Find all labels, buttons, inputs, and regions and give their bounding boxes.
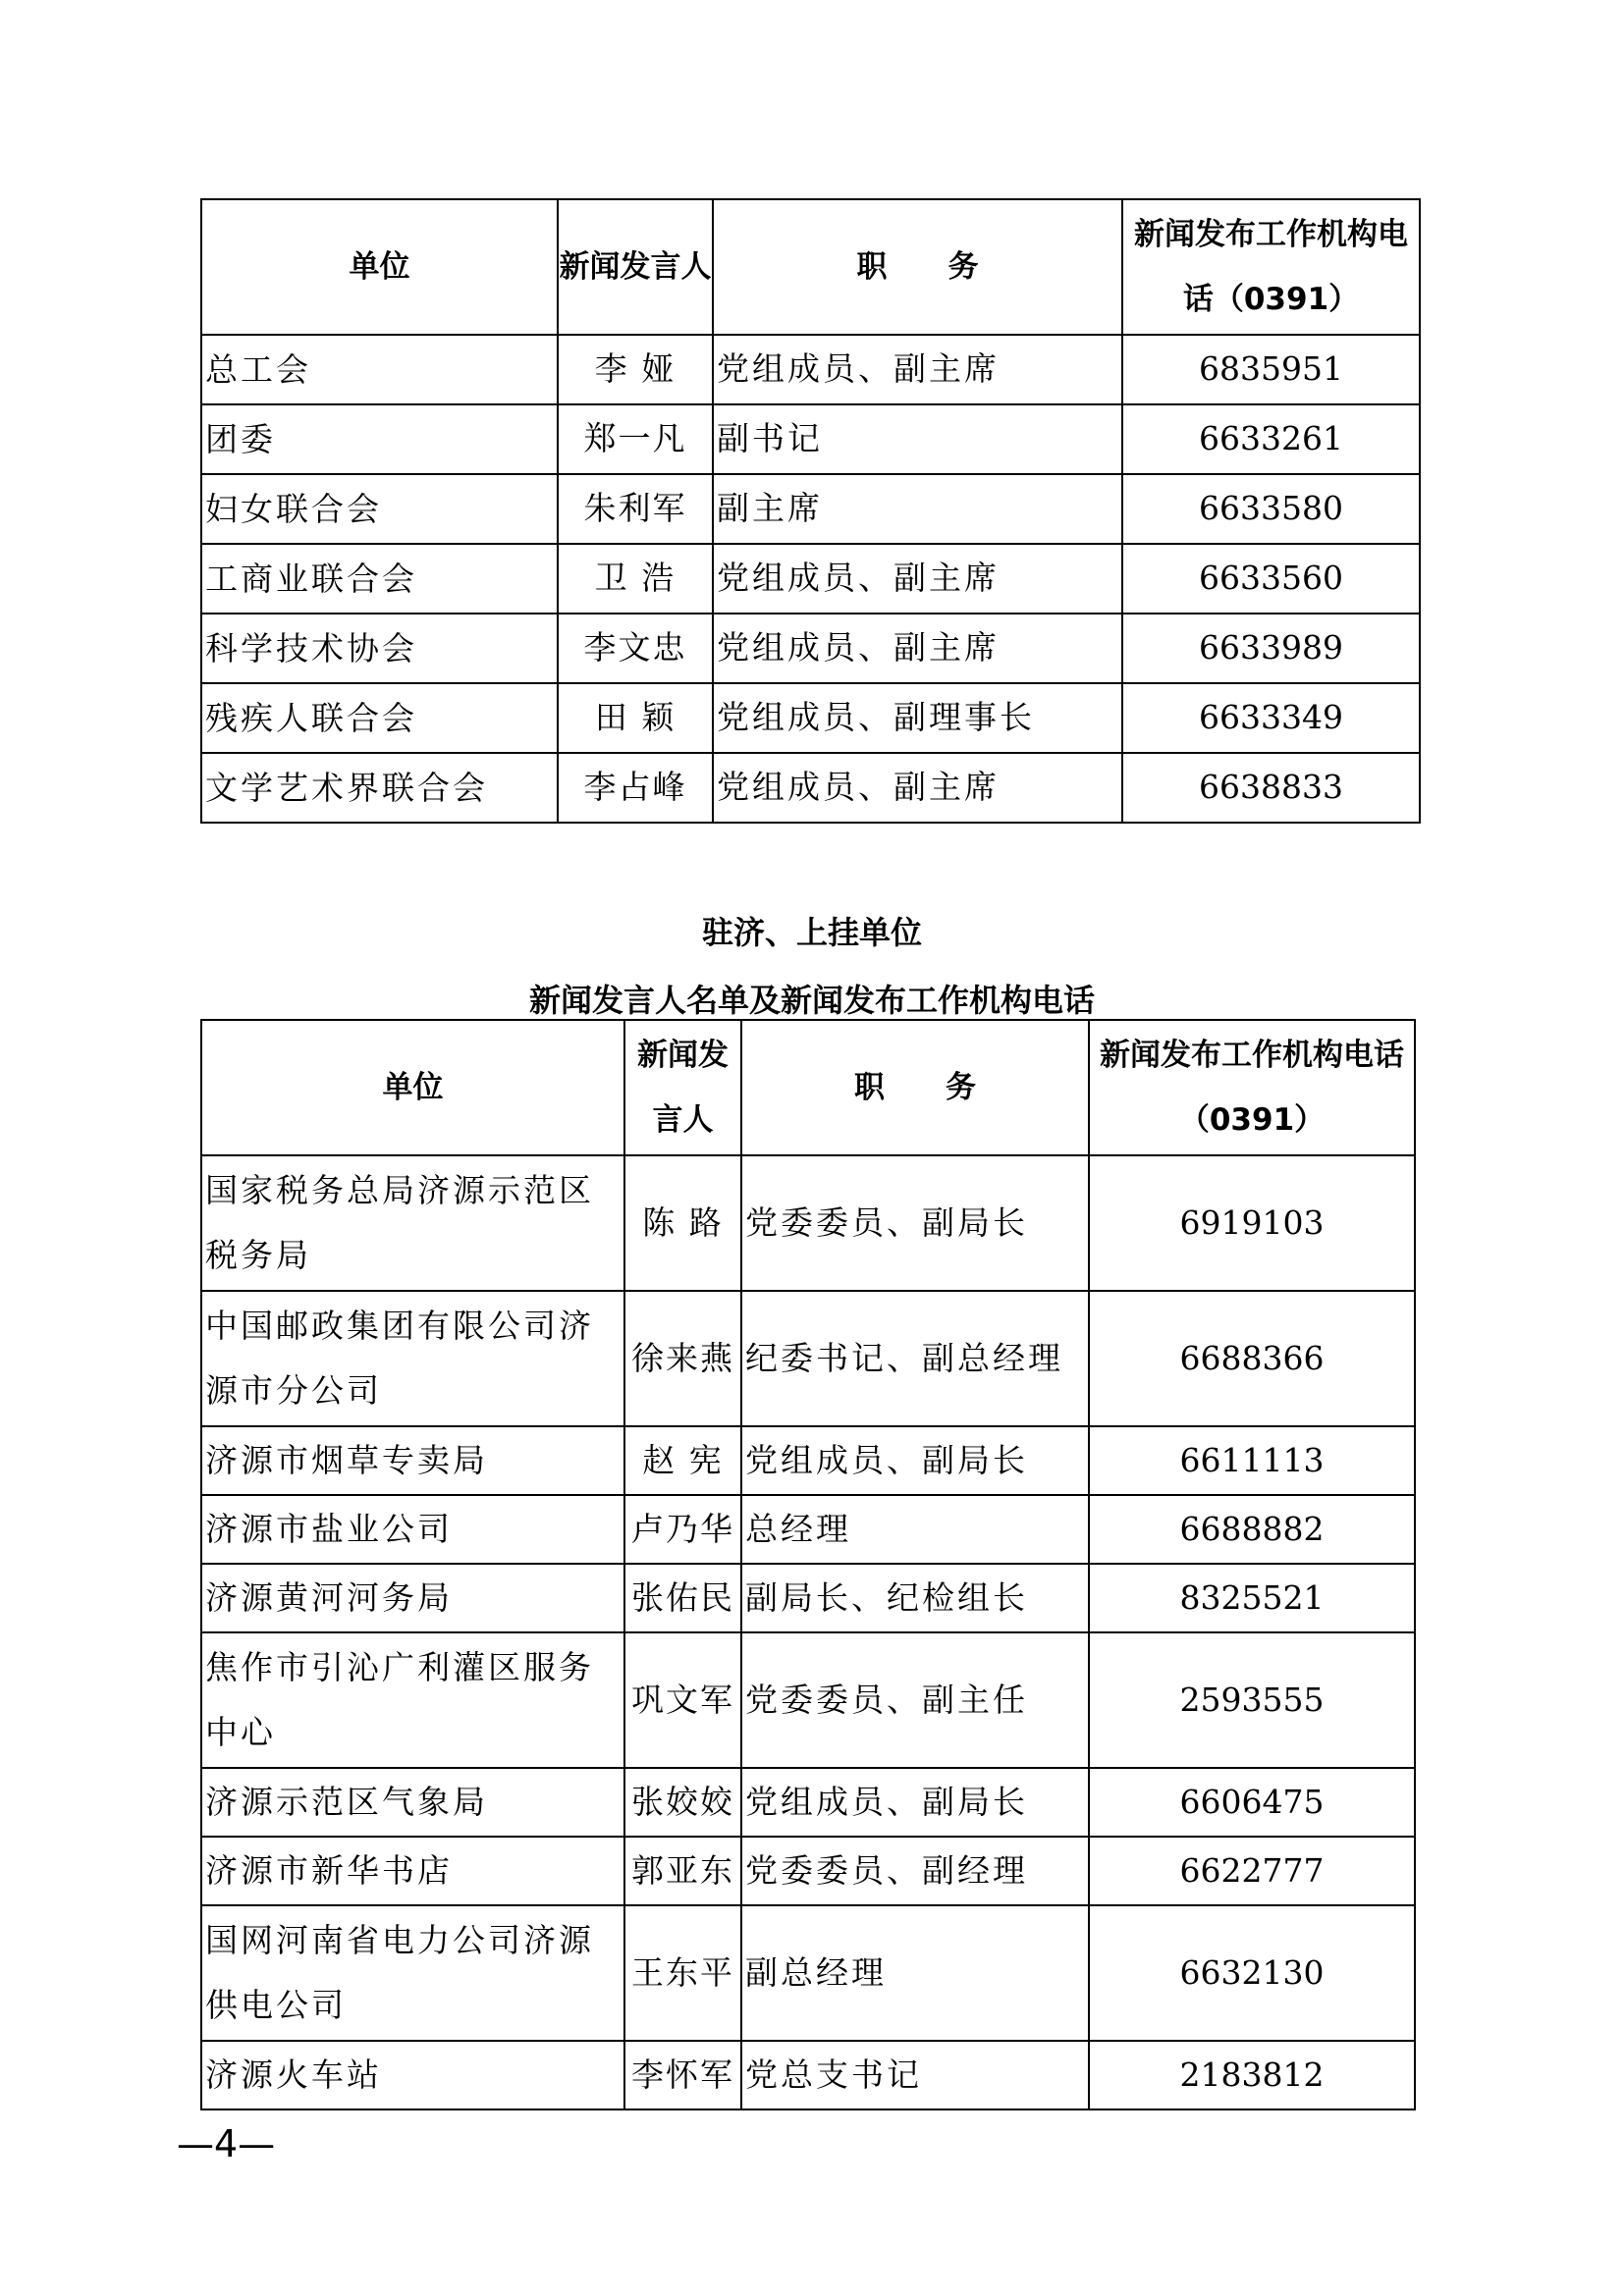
header-position: 职 务	[741, 1020, 1089, 1155]
phone-cell: 6688366	[1089, 1291, 1415, 1426]
unit-cell: 国家税务总局济源示范区税务局	[201, 1155, 624, 1291]
table-row	[201, 474, 1420, 544]
spokesperson-cell: 李 娅	[558, 335, 713, 404]
header-phone: 新闻发布工作机构电话（0391）	[1089, 1020, 1415, 1155]
position-cell: 党委委员、副局长	[741, 1155, 1089, 1291]
spokesperson-cell: 李占峰	[558, 753, 713, 823]
table-header-row	[201, 199, 1420, 335]
table-row	[201, 1905, 1415, 2041]
table-stationed-units	[200, 1019, 1416, 2110]
table-row	[201, 1426, 1415, 1495]
phone-cell: 6688882	[1089, 1495, 1415, 1564]
unit-cell: 总工会	[201, 335, 558, 404]
header-spokesperson: 新闻发言人	[558, 199, 713, 335]
table-row	[201, 335, 1420, 404]
table-row	[201, 1837, 1415, 1905]
phone-cell: 6632130	[1089, 1905, 1415, 2041]
position-cell: 副局长、纪检组长	[741, 1564, 1089, 1632]
spokesperson-cell: 王东平	[624, 1905, 741, 2041]
position-cell: 党组成员、副主席	[713, 335, 1122, 404]
unit-cell: 残疾人联合会	[201, 683, 558, 753]
spokesperson-cell: 张佑民	[624, 1564, 741, 1632]
table-row	[201, 2041, 1415, 2109]
unit-cell: 团委	[201, 404, 558, 474]
phone-cell: 6919103	[1089, 1155, 1415, 1291]
position-cell: 总经理	[741, 1495, 1089, 1564]
phone-cell: 6638833	[1122, 753, 1420, 823]
unit-cell: 科学技术协会	[201, 614, 558, 683]
position-cell: 党组成员、副主席	[713, 544, 1122, 614]
table-row	[201, 1495, 1415, 1564]
position-cell: 纪委书记、副总经理	[741, 1291, 1089, 1426]
unit-cell: 妇女联合会	[201, 474, 558, 544]
spokesperson-cell: 赵 宪	[624, 1426, 741, 1495]
header-unit: 单位	[201, 1020, 624, 1155]
position-cell: 党组成员、副局长	[741, 1426, 1089, 1495]
table-row	[201, 1564, 1415, 1632]
phone-cell: 6633989	[1122, 614, 1420, 683]
unit-cell: 工商业联合会	[201, 544, 558, 614]
table-row	[201, 1632, 1415, 1768]
phone-cell: 6633349	[1122, 683, 1420, 753]
table-row	[201, 614, 1420, 683]
position-cell: 党总支书记	[741, 2041, 1089, 2109]
table-row	[201, 1155, 1415, 1291]
unit-cell: 济源市新华书店	[201, 1837, 624, 1905]
header-phone: 新闻发布工作机构电话（0391）	[1122, 199, 1420, 335]
phone-cell: 2183812	[1089, 2041, 1415, 2109]
spokesperson-cell: 郑一凡	[558, 404, 713, 474]
table-row	[201, 753, 1420, 823]
unit-cell: 济源示范区气象局	[201, 1768, 624, 1837]
phone-cell: 6606475	[1089, 1768, 1415, 1837]
unit-cell: 济源火车站	[201, 2041, 624, 2109]
spokesperson-cell: 卢乃华	[624, 1495, 741, 1564]
spokesperson-cell: 朱利军	[558, 474, 713, 544]
position-cell: 副书记	[713, 404, 1122, 474]
phone-cell: 6611113	[1089, 1426, 1415, 1495]
phone-cell: 8325521	[1089, 1564, 1415, 1632]
position-cell: 党委委员、副经理	[741, 1837, 1089, 1905]
table-header-row	[201, 1020, 1415, 1155]
table-row	[201, 404, 1420, 474]
position-cell: 党委委员、副主任	[741, 1632, 1089, 1768]
position-cell: 党组成员、副主席	[713, 753, 1122, 823]
phone-cell: 6622777	[1089, 1837, 1415, 1905]
table-row	[201, 1291, 1415, 1426]
position-cell: 党组成员、副理事长	[713, 683, 1122, 753]
table-mass-organizations	[200, 198, 1421, 824]
unit-cell: 焦作市引沁广利灌区服务中心	[201, 1632, 624, 1768]
table-row	[201, 544, 1420, 614]
header-position: 职 务	[713, 199, 1122, 335]
phone-cell: 6633560	[1122, 544, 1420, 614]
spokesperson-cell: 巩文军	[624, 1632, 741, 1768]
position-cell: 党组成员、副主席	[713, 614, 1122, 683]
phone-cell: 6633580	[1122, 474, 1420, 544]
spokesperson-cell: 郭亚东	[624, 1837, 741, 1905]
spokesperson-cell: 陈 路	[624, 1155, 741, 1291]
spokesperson-cell: 田 颖	[558, 683, 713, 753]
section-title: 驻济、上挂单位	[701, 914, 922, 951]
position-cell: 党组成员、副局长	[741, 1768, 1089, 1837]
table-row	[201, 1768, 1415, 1837]
unit-cell: 济源市烟草专卖局	[201, 1426, 624, 1495]
table-row	[201, 683, 1420, 753]
header-unit: 单位	[201, 199, 558, 335]
position-cell: 副主席	[713, 474, 1122, 544]
unit-cell: 中国邮政集团有限公司济源市分公司	[201, 1291, 624, 1426]
spokesperson-cell: 徐来燕	[624, 1291, 741, 1426]
phone-cell: 6835951	[1122, 335, 1420, 404]
position-cell: 副总经理	[741, 1905, 1089, 2041]
unit-cell: 济源黄河河务局	[201, 1564, 624, 1632]
header-spokesperson: 新闻发言人	[624, 1020, 741, 1155]
unit-cell: 文学艺术界联合会	[201, 753, 558, 823]
spokesperson-cell: 李怀军	[624, 2041, 741, 2109]
page-number: —4—	[177, 2122, 276, 2165]
phone-cell: 6633261	[1122, 404, 1420, 474]
spokesperson-cell: 卫 浩	[558, 544, 713, 614]
unit-cell: 济源市盐业公司	[201, 1495, 624, 1564]
spokesperson-cell: 李文忠	[558, 614, 713, 683]
spokesperson-cell: 张姣姣	[624, 1768, 741, 1837]
section-subtitle: 新闻发言人名单及新闻发布工作机构电话	[528, 982, 1095, 1019]
phone-cell: 2593555	[1089, 1632, 1415, 1768]
unit-cell: 国网河南省电力公司济源供电公司	[201, 1905, 624, 2041]
